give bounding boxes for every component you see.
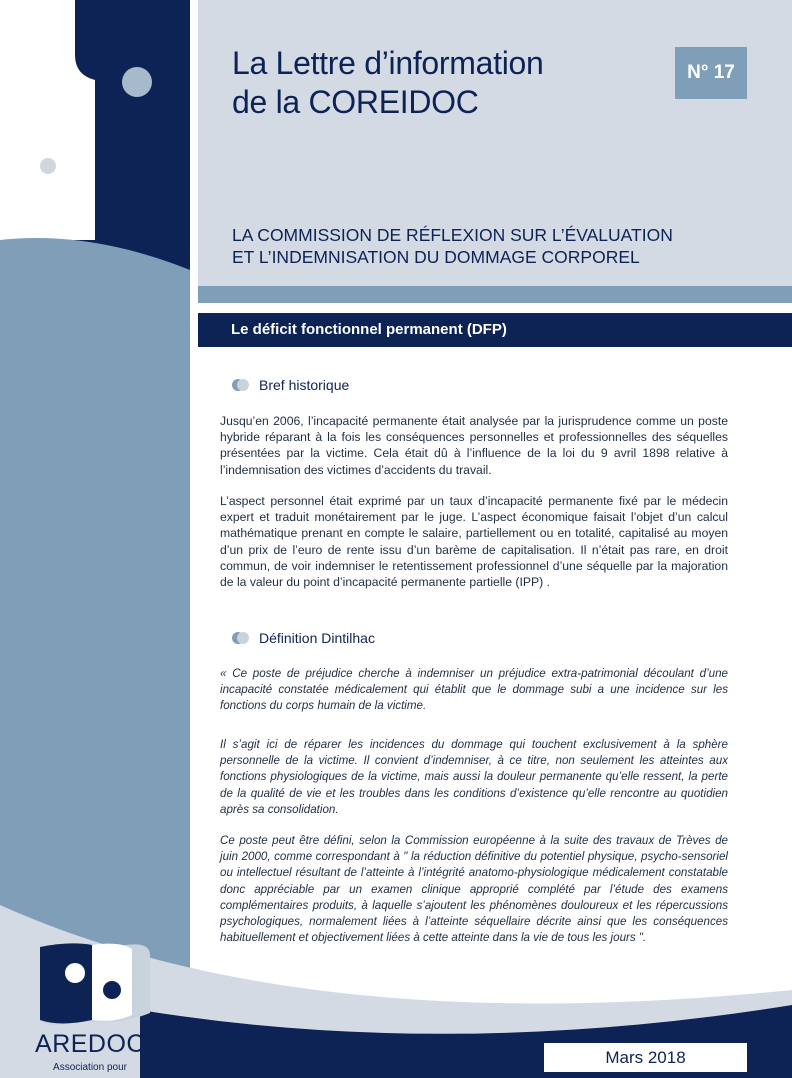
aredoc-logo-icon: [20, 935, 170, 1035]
quote-paragraph: Il s’agit ici de réparer les incidences du dommage qui touchent exclusivement à la sphère personnelle de la victime. Il convient d’indemniser, à ce titre, non seulement les atteintes aux fonctions physiologiques de la victime, mais aussi la douleur permanente qu’elle ressent, la perte de la qualité de vie et les troubles dans les conditions d’existence qu’elle rencontre au quotidien après sa consolidation.: [220, 738, 728, 816]
section-heading-label: Définition Dintilhac: [259, 630, 375, 646]
section-title-bar: [198, 313, 792, 347]
commission-line-1: LA COMMISSION DE RÉFLEXION SUR L’ÉVALUATION: [232, 225, 673, 245]
section-heading-label: Bref historique: [259, 377, 350, 393]
divider-bar: [198, 286, 792, 303]
logo-name: AREDOC: [35, 1030, 145, 1058]
quote-paragraph: Ce poste peut être défini, selon la Commission européenne à la suite des travaux de Trèves de juin 2000, comme correspondant à " la réduction définitive du potentiel physique, psycho-sensoriel ou intellectuel résultant de l’atteinte à l’intégrité anatomo-physiologique médicalement constatable donc appréciable par un examen clinique approprié complété par l’étude des examens complémentaires produits, à laquelle s’ajoutent les phénomènes douloureux et les répercussions psychologiques, normalement liées à l’atteinte séquellaire décrite ainsi que les conséquences habituellement et objectivement liées à cette atteinte dans la vie de tous les jours ".: [220, 834, 728, 945]
title-line-2: de la COREIDOC: [232, 84, 479, 120]
paragraph: Jusqu’en 2006, l’incapacité permanente était analysée par la jurisprudence comme un poste hybride réparant à la fois les conséquences personnelles et professionnelles des séquelles présentées par la victime. Cela était dû à l’influence de la loi du 9 avril 1898 relative à l’indemnisation des victimes d’accidents du travail.: [220, 414, 728, 477]
newsletter-title: [232, 44, 544, 122]
date-box: [544, 1043, 747, 1073]
publication-date: Mars 2018: [605, 1048, 686, 1067]
commission-line-2: ET L’INDEMNISATION DU DOMMAGE CORPOREL: [232, 247, 640, 267]
bullet-dots-icon: [232, 378, 250, 392]
quote-paragraph: « Ce poste de préjudice cherche à indemniser un préjudice extra-patrimonial découlant d’une incapacité constatée médicalement qui établit que le dommage subi a une incidence sur les fonctions du corps humain de la victime.: [220, 667, 728, 713]
title-line-1: La Lettre d’information: [232, 45, 544, 81]
commission-heading: [232, 224, 673, 268]
issue-number-badge: N° 17: [675, 47, 747, 99]
logo-tagline: Association pour: [53, 1062, 127, 1073]
bullet-dots-icon: [232, 631, 250, 645]
section-title: Le déficit fonctionnel permanent (DFP): [231, 321, 507, 338]
paragraph: L’aspect personnel était exprimé par un taux d’incapacité permanente fixé par le médecin expert et traduit monétairement par le juge. L’aspect économique faisait l’objet d’un calcul mathématique prenant en compte le salaire, partiellement ou en totalité, capitalisé au moyen d’un prix de l’euro de rente issu d’un barème de capitalisation. Il n’était pas rare, en droit commun, de voir indemniser le retentissement professionnel d’une séquelle par la majoration de la valeur du point d’incapacité permanente partielle (IPP) .: [220, 494, 728, 590]
